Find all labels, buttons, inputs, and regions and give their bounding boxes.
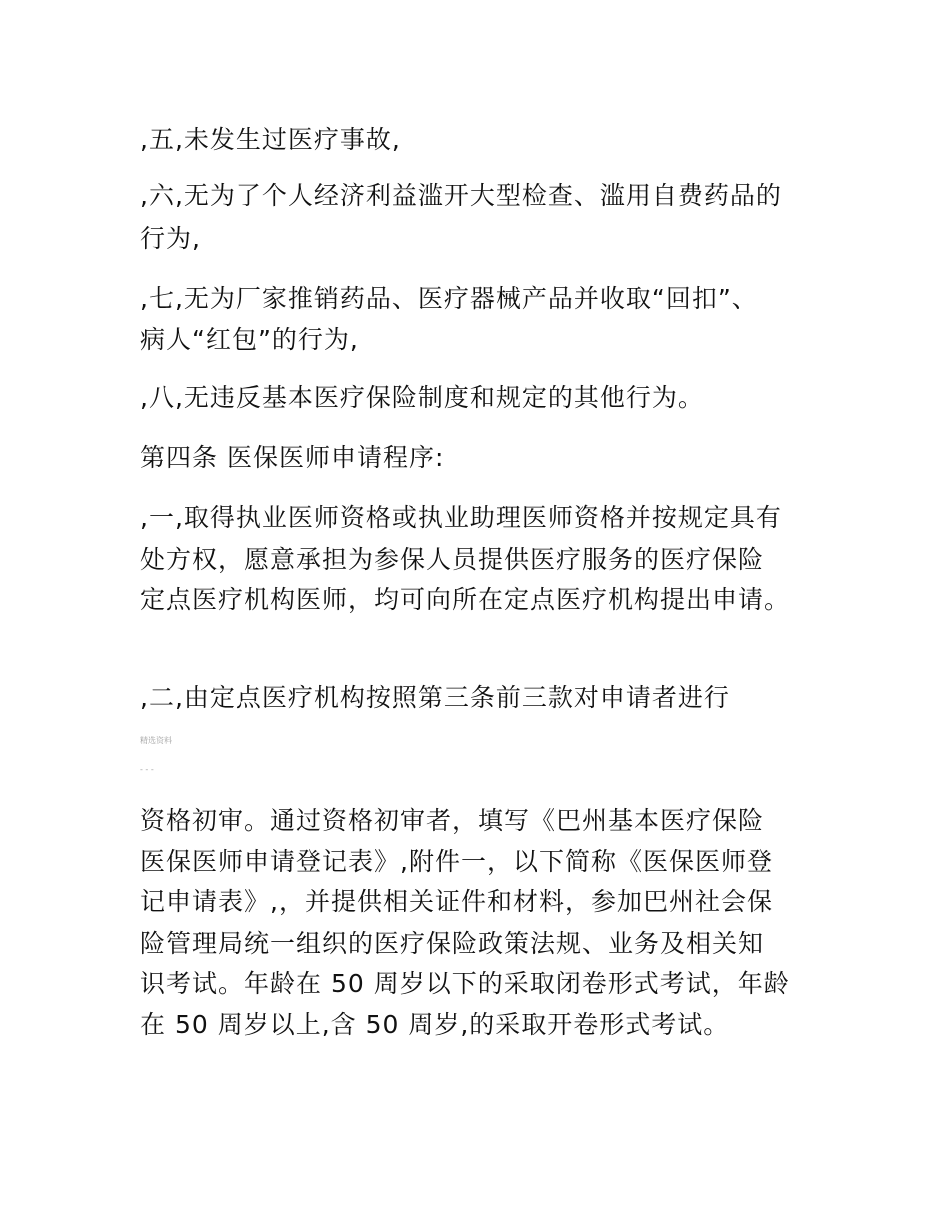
text-line: 在 50 周岁以上,含 50 周岁,的采取开卷形式考试。 bbox=[140, 1010, 730, 1039]
text-line: 资格初审。通过资格初审者，填写《巴州基本医疗保险 bbox=[140, 806, 765, 835]
text-line: 医保医师申请登记表》,附件一，以下简称《医保医师登 bbox=[140, 847, 773, 876]
text-line: 处方权，愿意承担为参保人员提供医疗服务的医疗保险 bbox=[140, 545, 765, 574]
text-line: 定点医疗机构医师，均可向所在定点医疗机构提出申请。 bbox=[140, 585, 791, 614]
footer-label: 精选资料 bbox=[140, 736, 172, 745]
text-line: 险管理局统一组织的医疗保险政策法规、业务及相关知 bbox=[140, 929, 765, 958]
text-line: ,七,无为厂家推销药品、医疗器械产品并收取“回扣”、 bbox=[140, 284, 758, 313]
text-line: ,一,取得执业医师资格或执业助理医师资格并按规定具有 bbox=[140, 503, 782, 532]
text-line: 记申请表》,，并提供相关证件和材料，参加巴州社会保 bbox=[140, 887, 773, 916]
text-line: 病人“红包”的行为, bbox=[140, 325, 359, 354]
text-line: ,五,未发生过医疗事故, bbox=[140, 125, 401, 154]
text-line: ,八,无违反基本医疗保险制度和规定的其他行为。 bbox=[140, 383, 704, 412]
text-line: ,六,无为了个人经济利益滥开大型检查、滥用自费药品的 bbox=[140, 181, 782, 210]
text-line: 识考试。年龄在 50 周岁以下的采取闭卷形式考试，年龄 bbox=[140, 969, 790, 998]
footer-dots: - - - bbox=[140, 765, 154, 774]
text-line: ,二,由定点医疗机构按照第三条前三款对申请者进行 bbox=[140, 683, 730, 712]
section-heading: 第四条 医保医师申请程序: bbox=[140, 443, 445, 472]
text-line: 行为, bbox=[140, 224, 201, 253]
